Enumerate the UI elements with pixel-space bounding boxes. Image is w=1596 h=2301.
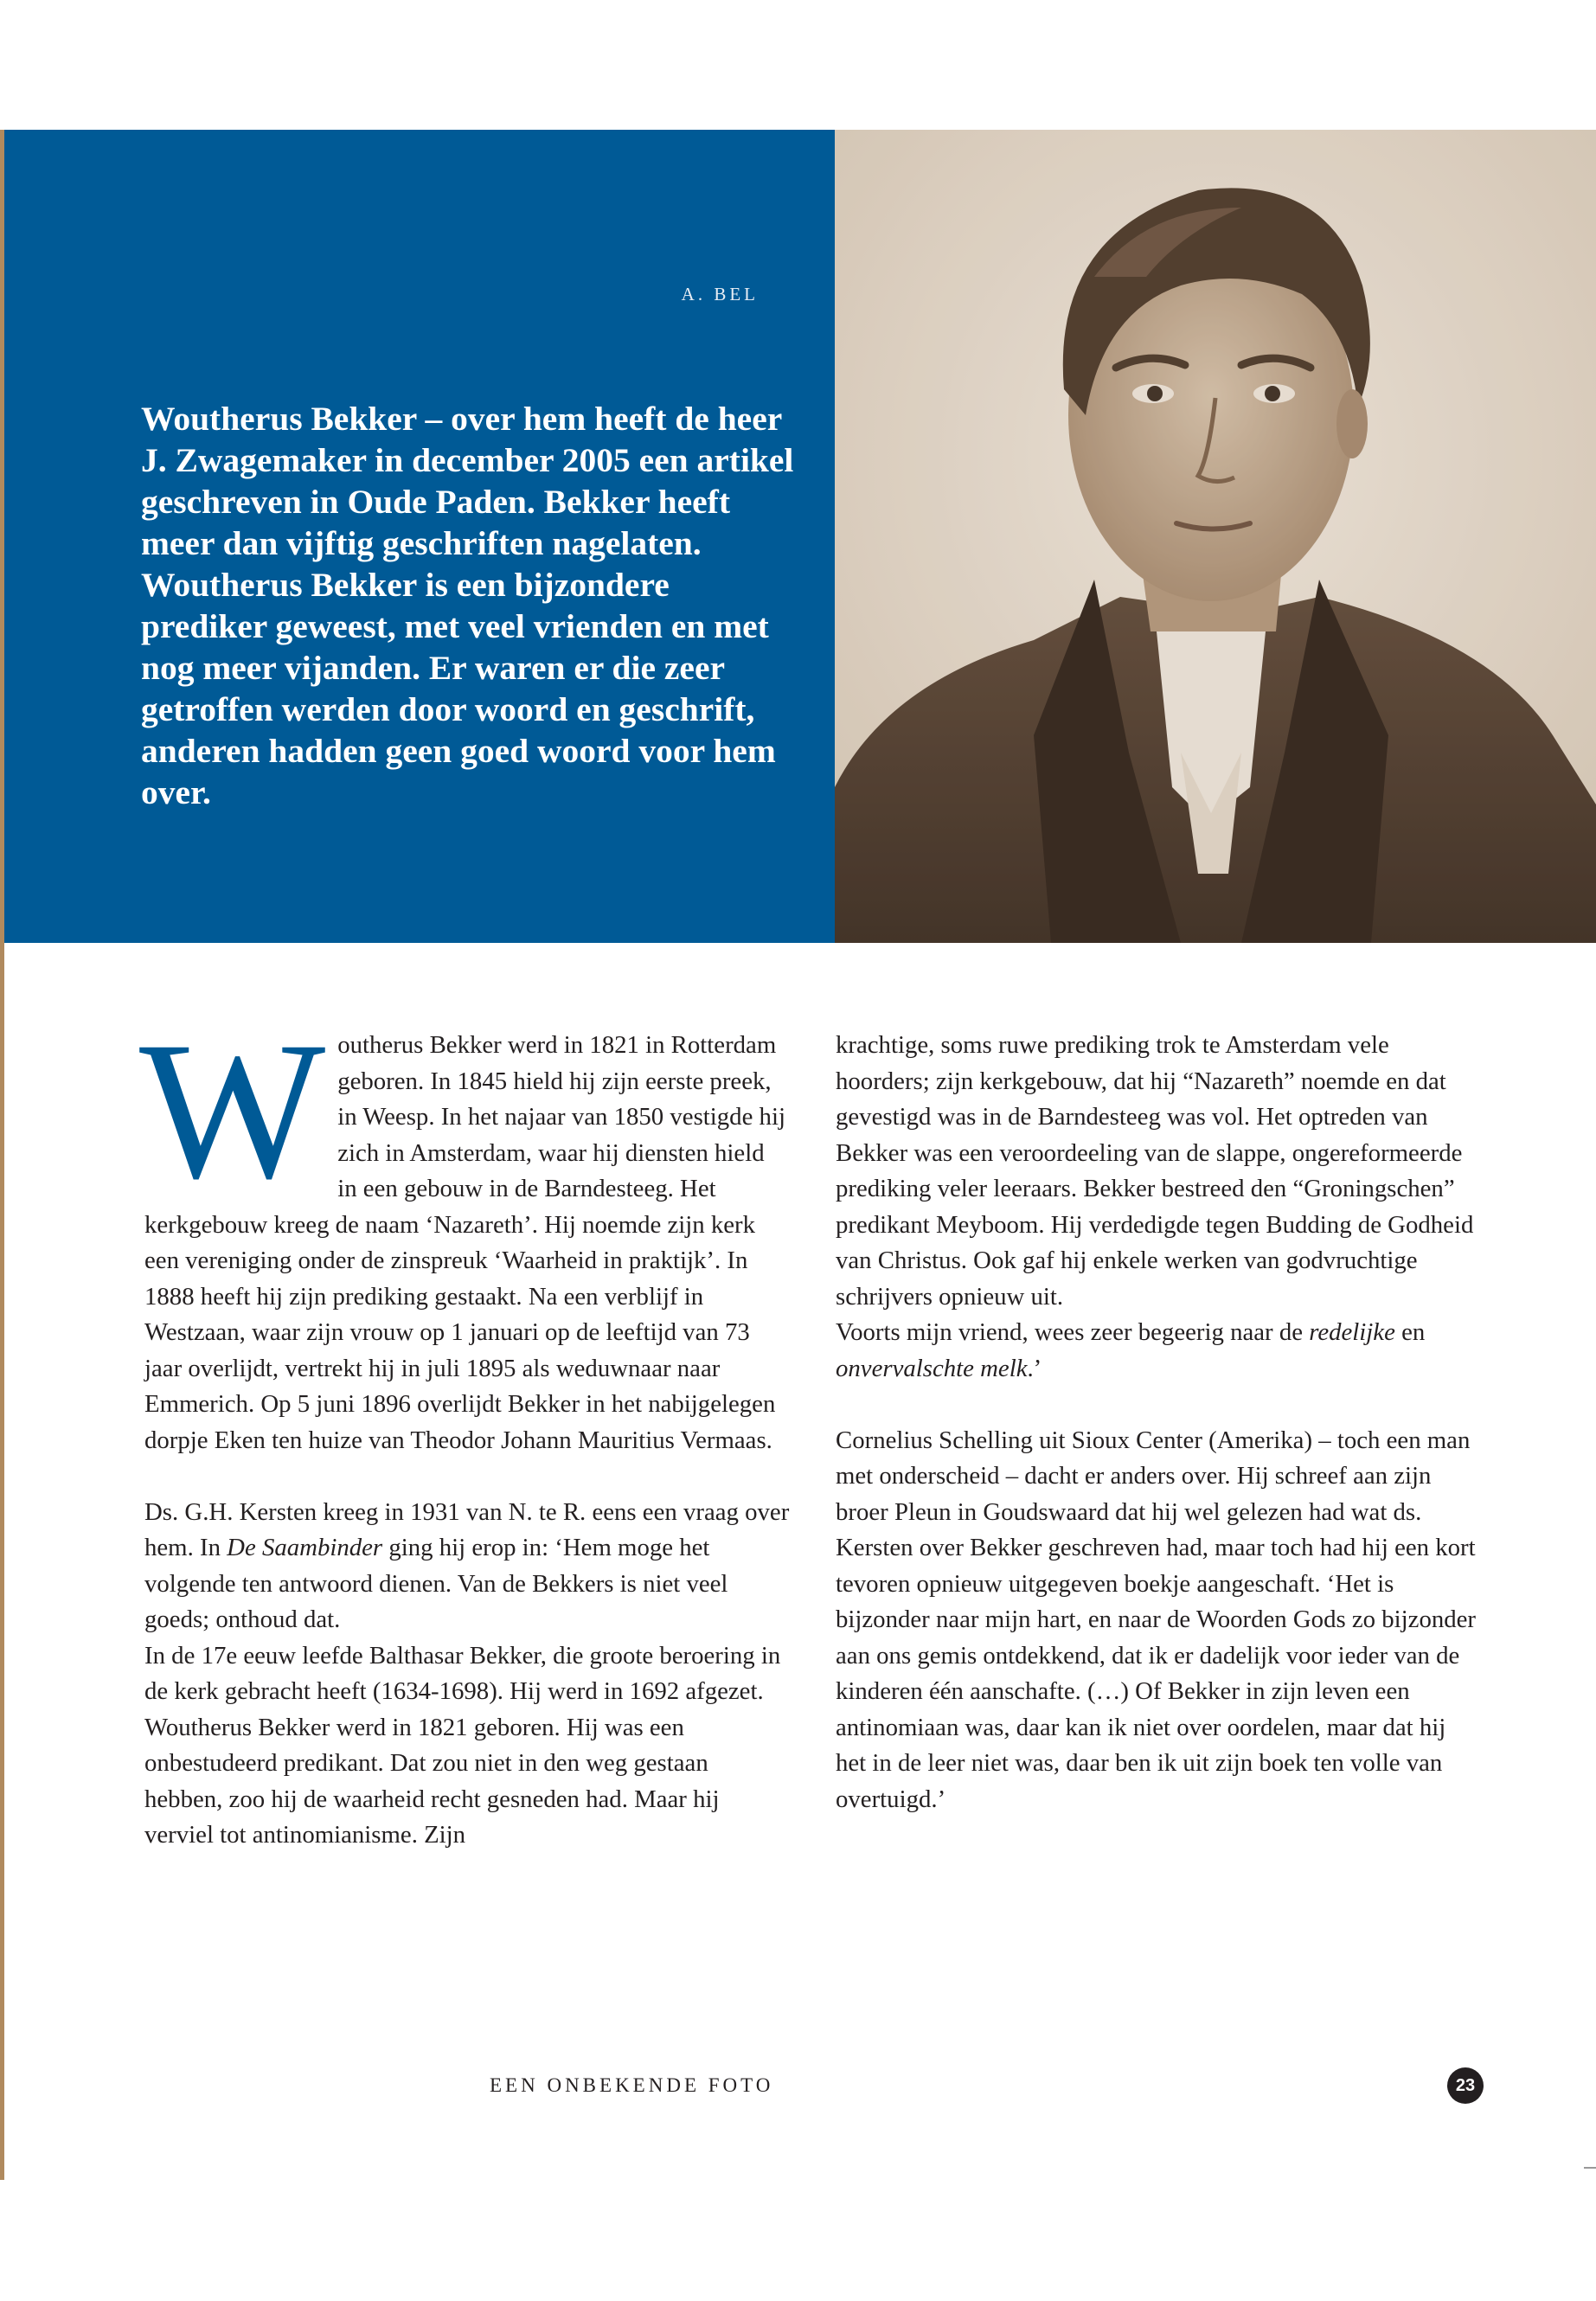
emphasis-text: onvervalschte melk xyxy=(836,1354,1028,1382)
body-paragraph xyxy=(144,1495,790,1638)
portrait-illustration xyxy=(835,130,1596,943)
portrait-photo xyxy=(835,130,1596,943)
author-byline: A. BEL xyxy=(681,284,759,304)
running-footer-title: EEN ONBEKENDE FOTO xyxy=(490,2074,774,2096)
emphasis-text: redelijke xyxy=(1309,1318,1395,1346)
body-text: en xyxy=(1394,1318,1426,1346)
body-text: Ds. G.H. Kersten kreeg in 1931 van N. te R. eens een vraag over hem. In xyxy=(144,1497,790,1561)
article-column-right xyxy=(836,1028,1481,1817)
body-paragraph: Woutherus Bekker werd in 1821 geboren. Hij was een onbestudeerd predikant. Dat zou niet in den weg gestaan hebben, zoo hij de waarheid recht gesneden had. Maar hij verviel tot antinomianisme. Zijn xyxy=(144,1713,720,1849)
page-number-badge: 23 xyxy=(1447,2067,1484,2104)
article-column-left xyxy=(139,1002,790,1854)
body-paragraph: outherus Bekker werd in 1821 in Rotterdam geboren. In 1845 hield hij zijn eerste preek, in Weesp. In het najaar van 1850 vestigde hij zich in Amsterdam, waar hij diensten hield in een gebouw in de Barndesteeg. Het kerkgebouw kreeg de naam ‘Nazareth’. Hij noemde zijn kerk een vereniging onder de zinspreuk ‘Waarheid in praktijk’. In 1888 heeft hij zijn prediking gestaakt. Na een verblijf in Westzaan, waar zijn vrouw op 1 januari op de leeftijd van 73 jaar overlijdt, vertrekt hij in juli 1895 als weduwnaar naar Emmerich. Op 5 juni 1896 overlijdt Bekker in het nabijgelegen dorpje Eken ten huize van Theodor Johann Mauritius Vermaas. xyxy=(144,1031,785,1454)
crop-mark xyxy=(1584,2167,1596,2169)
intro-paragraph: Woutherus Bekker – over hem heeft de heer J. Zwagemaker in december 2005 een artikel geschreven in Oude Paden. Bekker heeft meer dan vijftig geschriften nagelaten. xyxy=(141,400,794,562)
body-text: Voorts mijn vriend, wees zeer begeerig naar de xyxy=(836,1318,1310,1346)
body-text: .’ xyxy=(1027,1354,1042,1382)
body-paragraph: krachtige, soms ruwe prediking trok te Amsterdam vele hoorders; zijn kerkgebouw, dat hij “Nazareth” noemde en dat gevestigd was in de Barndesteeg was vol. Het optreden van Bekker was een veroordeeling van de slappe, ongereformeerde prediking veler leeraars. Bekker bestreed den “Groningschen” predikant Meyboom. Hij verdedigde tegen Budding de Godheid van Christus. Ook gaf hij enkele werken van godvruchtige schrijvers opnieuw uit. xyxy=(836,1031,1474,1311)
intro-paragraph: Woutherus Bekker is een bijzondere prediker geweest, met veel vrienden en met nog meer vijanden. Er waren er die zeer getroffen werden door woord en geschrift, anderen hadden geen goed woord voor hem over. xyxy=(141,566,776,811)
intro-box xyxy=(4,130,835,943)
publication-title: De Saambinder xyxy=(227,1534,383,1561)
drop-cap: W xyxy=(139,1002,326,1220)
body-text: ging hij erop in: ‘Hem moge het volgende ten antwoord dienen. Van de Bekkers is niet veel goeds; onthoud dat. xyxy=(144,1534,728,1633)
intro-text xyxy=(141,398,798,813)
body-paragraph xyxy=(836,1315,1481,1387)
body-paragraph: Cornelius Schelling uit Sioux Center (Amerika) – toch een man met onderscheid – dacht er anders over. Hij schreef aan zijn broer Pleun in Goudswaard dat hij wel gelezen had wat ds. Kersten over Bekker geschreven had, maar toch had hij een kort tevoren opnieuw uitgegeven boekje aangeschaft. ‘Het is bijzonder naar mijn hart, en naar de Woorden Gods zo bijzonder aan ons gemis ontdekkend, dat ik er dadelijk voor ieder van de kinderen één aanschafte. (…) Of Bekker in zijn leven een antinomiaan was, daar kan ik niet over oordelen, maar dat hij het in de leer niet was, daar ben ik uit zijn boek ten volle van overtuigd.’ xyxy=(836,1426,1477,1813)
body-paragraph: In de 17e eeuw leefde Balthasar Bekker, die groote beroering in de kerk gebracht heeft (1634-1698). Hij werd in 1692 afgezet. xyxy=(144,1641,781,1705)
